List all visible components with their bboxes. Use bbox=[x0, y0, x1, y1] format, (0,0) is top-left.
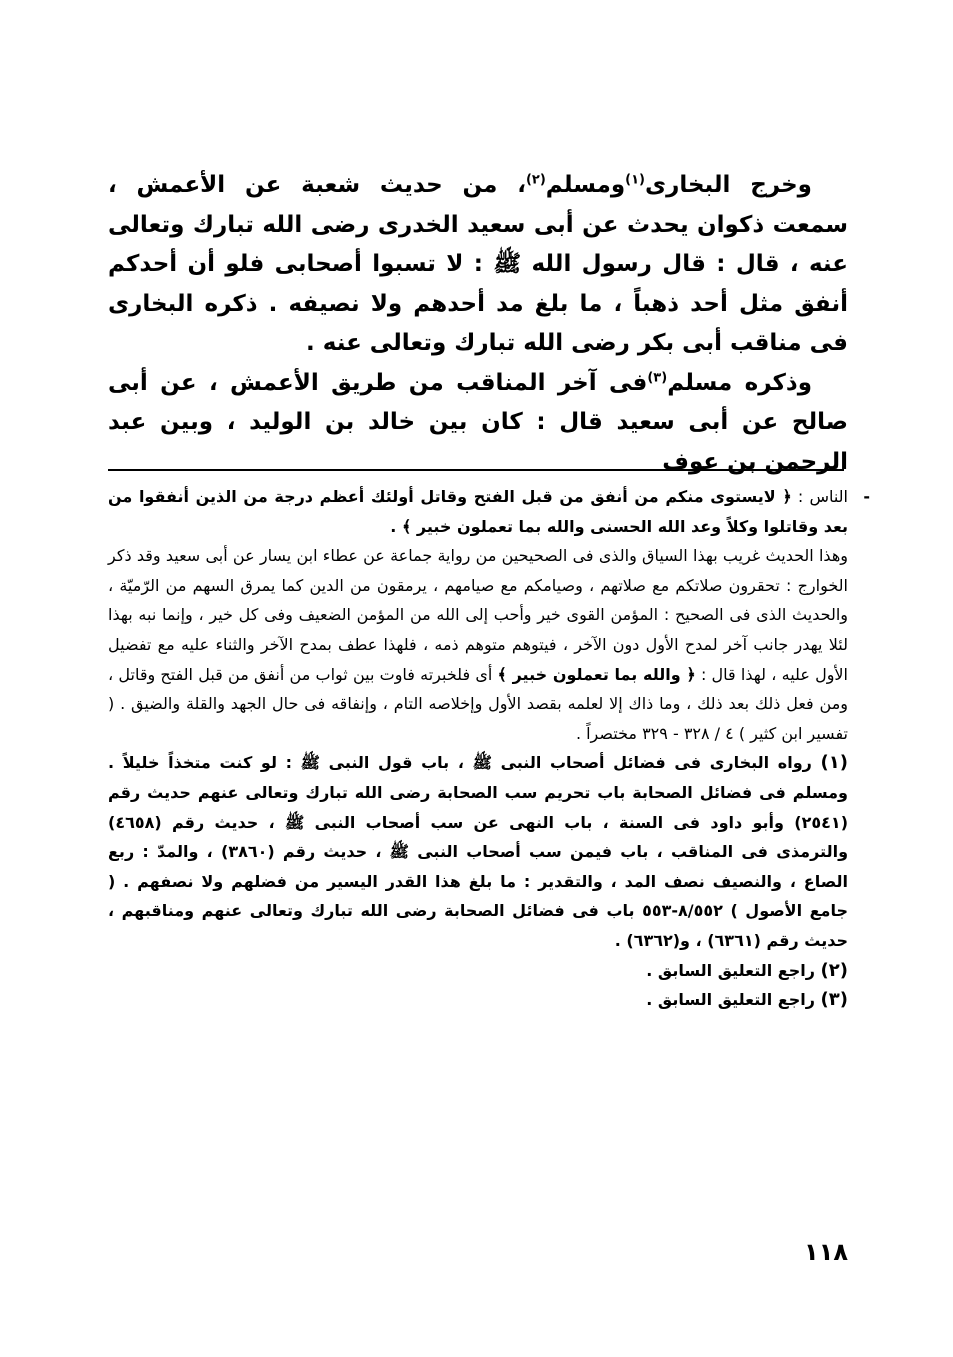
paragraph-2 bbox=[108, 364, 848, 483]
footnote-2 bbox=[108, 956, 848, 986]
text-segment: ومسلم bbox=[545, 172, 626, 198]
page bbox=[108, 0, 870, 1357]
text-segment: وذكره مسلم bbox=[667, 369, 812, 396]
text-segment: ، من حديث شعبة عن الأعمش ، سمعت ذكوان يحدث عن أبى سعيد الخدرى رضى الله تبارك وتعالى عنه ، قال : قال رسول الله ﷺ : لا تسبوا أصحابى فلو أن أحدكم أنفق مثل أحد ذهباً ، ما بلغ مد أحدهم ولا نصيفه . ذكره البخارى فى مناقب أبى بكر رضى الله تبارك وتعالى عنه . bbox=[108, 172, 848, 356]
footnote-number: (٣) bbox=[820, 989, 848, 1011]
footnote-ref-1[interactable]: (١) bbox=[625, 172, 645, 188]
footnote-number: (١) bbox=[820, 752, 848, 774]
footnote-text: راجع التعليق السابق . bbox=[646, 960, 821, 980]
footnote-ref-2[interactable]: (٢) bbox=[525, 172, 546, 188]
footnote-separator bbox=[108, 469, 844, 471]
footnote-1 bbox=[108, 748, 848, 955]
footnote-text: رواه البخارى فى فضائل أصحاب النبى ﷺ ، باب قول النبى ﷺ : لو كنت متخذاً خليلاً . ومسلم فى فضائل الصحابة باب تحريم سب الصحابة رضى الله تبارك وتعالى عنهم حديث رقم (٢٥٤١) وأبو داود فى السنة ، باب النهى عن سب أصحاب النبى ﷺ ، حديث رقم (٤٦٥٨) والترمذى فى المناقب ، باب فيمن سب أصحاب النبى ﷺ ، حديث رقم (٣٨٦٠) ، والمدّ : ربع الصاع ، والنصيف نصف المد ، والتقدير : ما بلغ هذا القدر اليسير من فضلهم ولا نصفهم . ( جامع الأصول ) ٨/٥٥٢-٥٥٣ باب فى فضائل الصحابة رضى الله تبارك وتعالى عنهم ومناقبهم ، حديث رقم (٦٣٦١) ، و(٦٣٦٢) . bbox=[108, 753, 849, 950]
footnote-text: راجع التعليق السابق . bbox=[646, 990, 821, 1010]
footnote-commentary bbox=[108, 541, 848, 748]
main-text bbox=[108, 166, 848, 482]
footnotes bbox=[108, 482, 870, 1015]
quran-verse: ﴿ والله بما تعملون خبير ﴾ bbox=[497, 664, 696, 684]
footnote-continuation bbox=[108, 482, 848, 541]
text-segment: الناس : bbox=[791, 487, 848, 506]
text-segment: . bbox=[390, 516, 402, 536]
text-segment: وهذا الحديث غريب بهذا السياق والذى فى الصحيحين من رواية جماعة عن عطاء ابن يسار عن أبى سعيد وقد ذكر الخوارج : تحقرون صلاتكم مع صلاتهم ، وصيامكم مع صيامهم ، يرمقون من الدين كما يمرق السهم من الرّميّة ، والحديث الذى فى الصحيح : المؤمن القوى خير وأحب إلى الله من المؤمن الضعيف وفى كل خير ، وإنما نبه بهذا لئلا يهدر جانب آخر لمدح الأول دون الآخر ، فيتوهم متوهم ذمه ، فلهذا عطف بمدح الآخر والثناء عليه مع تفضيل الأول عليه ، لهذا قال : bbox=[108, 546, 849, 684]
quran-verse: ﴿ لايستوى منكم من أنفق من قبل الفتح وقاتل أولئك أعظم درجة من الذين أنفقوا من بعد وقاتلوا وكلاً وعد الله الحسنى والله بما تعملون خبير ﴾ bbox=[108, 487, 848, 536]
text-segment: وخرج البخارى bbox=[645, 172, 812, 198]
page-number: ١١٨ bbox=[804, 1238, 848, 1266]
footnote-number: (٢) bbox=[820, 959, 848, 981]
text-segment: فى آخر المناقب من طريق الأعمش ، عن أبى صالح عن أبى سعيد قال : كان بين خالد بن الوليد ، وبين عبد الرحمن بن عوف bbox=[108, 369, 848, 475]
continuation-dash: - bbox=[863, 487, 870, 506]
footnote-ref-3[interactable]: (٣) bbox=[647, 369, 668, 385]
paragraph-1 bbox=[108, 166, 848, 364]
text-segment: أى فلخبرته فاوت بين ثواب من أنفق من قبل الفتح وقاتل ، ومن فعل ذلك بعد ذلك ، وما ذاك إلا لعلمه بقصد الأول وإخلاصه التام ، وإنفاقه فى حال الجهد والقلة والضيق . ( تفسير ابن كثير ) ٤ / ٣٢٨ - ٣٢٩ مختصراً . bbox=[108, 664, 848, 743]
footnote-3 bbox=[108, 985, 848, 1015]
